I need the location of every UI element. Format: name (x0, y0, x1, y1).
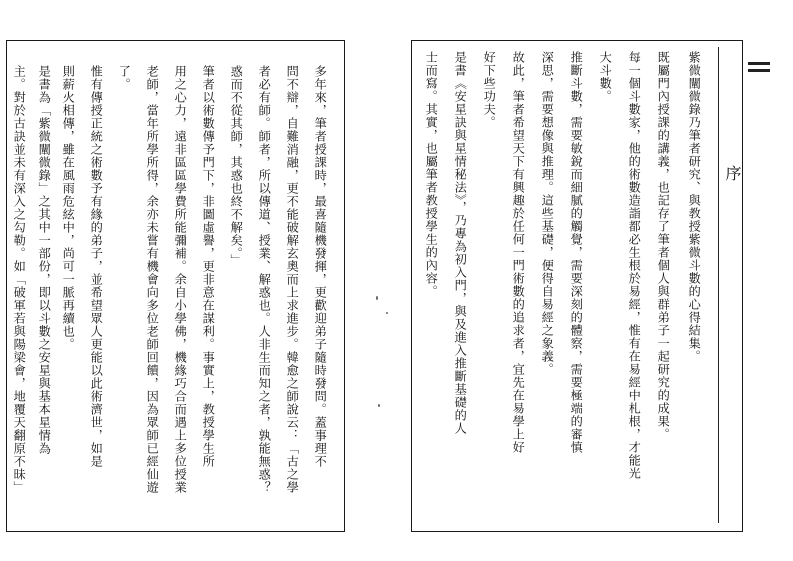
binding-mark (748, 69, 770, 72)
right-column-3: 每一個斗數家，他的術數造詣都必生根於易經，惟有在易經中札根，才能光 (627, 51, 642, 480)
left-column-6: 用之心力，遠非區區學費所能彌補。余自小學佛，機緣巧合而遇上多位授業 (173, 65, 188, 494)
left-column-9: 惟有傳授正統之術數予有緣的弟子，並希望眾人更能以此術濟世，如是 (89, 65, 104, 468)
right-column-10: 士而寫。其實，也屬筆者教授學生的內容。 (424, 51, 439, 298)
scan-speck (378, 404, 380, 407)
right-column-9: 是書《安星訣與星情秘法》，乃專為初入門，與及進入推斷基礎的人 (453, 51, 468, 435)
left-page (6, 40, 345, 532)
left-column-12: 主。對於古訣並未有深入之勾勒。如「破軍若與陽梁會，地覆天翻原不昧」 (12, 65, 27, 494)
left-column-7: 老師，當年所學所得，余亦未嘗有機會向多位老師回饋，因為眾師已經仙遊 (145, 65, 160, 494)
right-column-2: 既屬門內授課的講義，也記存了筆者個人與群弟子一起研究的成果。 (656, 51, 671, 441)
scan-speck (386, 312, 388, 314)
right-column-6: 深思，需要想像與推理。這些基礎，便得自易經之象義。 (540, 51, 555, 376)
right-column-7: 故此，筆者希望天下有興趣於任何一門術數的追求者，宜先在易學上好 (511, 51, 526, 454)
scan-speck (376, 296, 378, 300)
left-column-1: 多年來，筆者授課時，最喜隨機發揮，更歡迎弟子隨時發問。蓋事理不 (313, 65, 328, 468)
right-column-1: 紫微闡微錄乃筆者研究、與教授紫微斗數的心得結集。 (687, 51, 702, 363)
right-page (411, 40, 743, 532)
left-column-10: 則薪火相傳，雖在風雨危絃中，尚可一脈再續也。 (61, 65, 76, 351)
preface-title: 序 (724, 47, 740, 523)
left-column-4: 惑而不從其師，其惑也終不解矣。」 (229, 65, 244, 267)
left-column-2: 問不辯，自難消融，更不能破解玄奧而上求進步。韓愈之師說云：「古之學 (285, 65, 300, 494)
binding-mark (748, 62, 770, 65)
right-column-4: 大斗數。 (598, 51, 613, 103)
left-column-5: 筆者以術數傳予門下，非圖虛譽，更非意在謀利。事實上，教授學生所 (201, 65, 216, 468)
left-column-11: 是書為「紫微闡微錄」之其中一部份，即以斗數之安星與基本星情為 (37, 65, 52, 455)
right-column-8: 好下些功夫。 (482, 51, 497, 129)
left-column-3: 者必有師。師者，所以傳道、授業、解惑也。人非生而知之者，孰能無惑？ (257, 65, 272, 494)
right-column-5: 推斷斗數，需要敏銳而細膩的觸覺，需要深刻的體察，需要極端的審慎 (569, 51, 584, 454)
left-column-8: 了。 (117, 65, 132, 91)
